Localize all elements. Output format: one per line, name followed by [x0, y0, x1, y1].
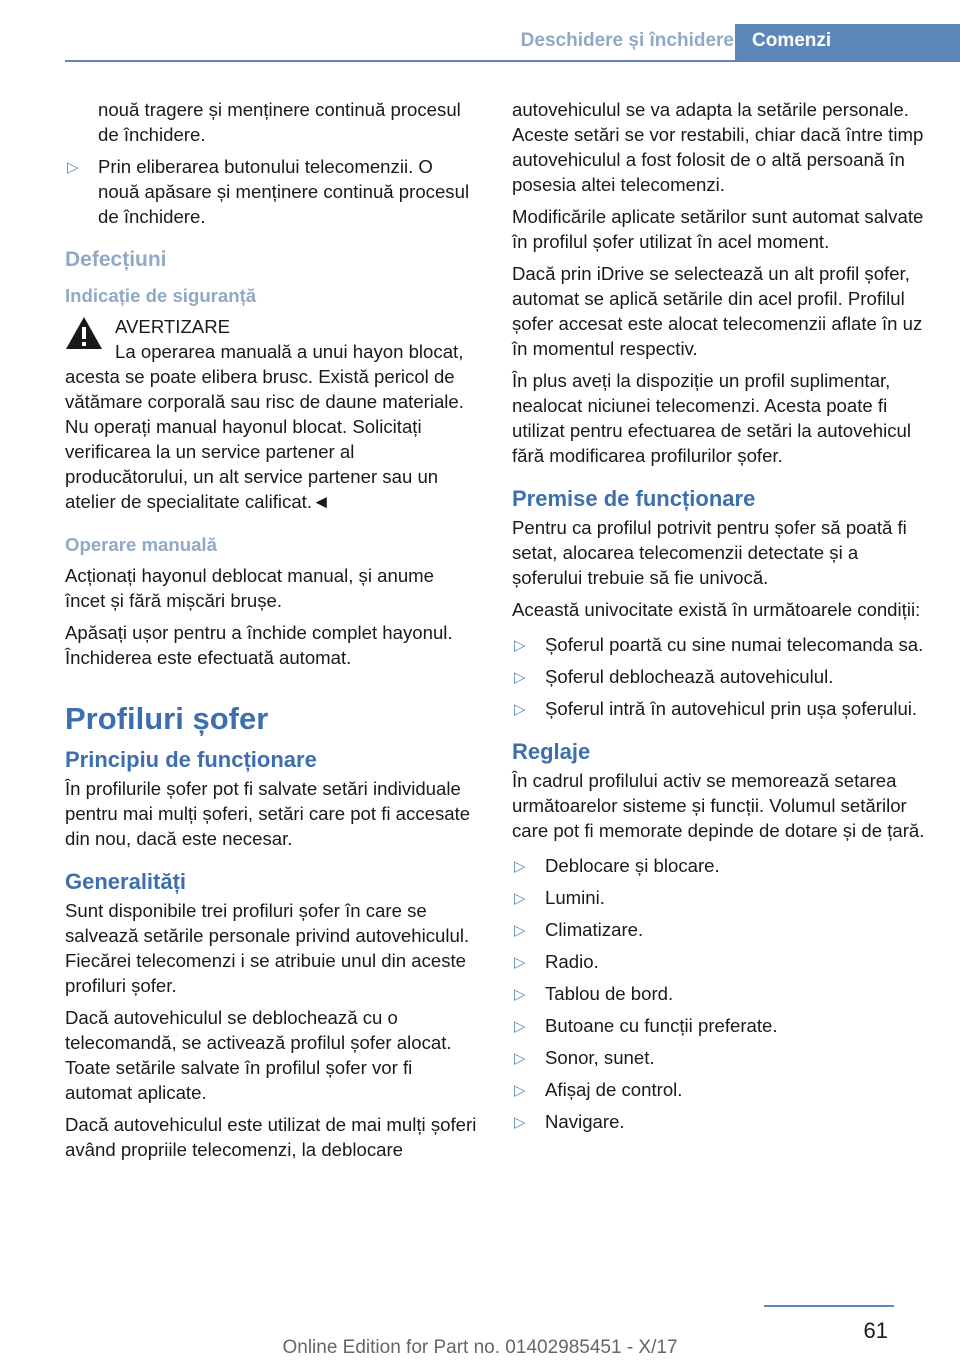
list-item — [512, 696, 926, 721]
list-item — [512, 853, 926, 878]
list-item — [512, 1045, 926, 1070]
list-item-text: Șoferul poartă cu sine numai telecomanda sa. — [545, 634, 924, 655]
generalitati-paragraph-3: Dacă autovehiculul este utilizat de mai mulți șoferi având propriile telecomenzi, la deblocare — [65, 1114, 477, 1160]
left-column — [65, 97, 479, 1169]
list-item-text: Sonor, sunet. — [545, 1047, 655, 1068]
paragraph-2: Modificările aplicate setărilor sunt automat salvate în profilul șofer utilizat în acel moment. — [512, 206, 924, 252]
generalitati-paragraph-2: Dacă autovehiculul se deblochează cu o telecomandă, se activează profilul șofer alocat. Toate setările salvate în profilul șofer vor fi automat aplicate. — [65, 1007, 452, 1103]
heading-premise: Premise de funcționare — [512, 486, 756, 511]
premise-paragraph-2: Această univocitate există în următoarele condiții: — [512, 599, 921, 620]
triangle-right-icon: ▷ — [514, 701, 526, 718]
continued-text: nouă tragere și menținere continuă procesul de închidere. — [98, 99, 461, 145]
heading-operare: Operare manuală — [65, 534, 217, 555]
list-item-text: Climatizare. — [545, 919, 644, 940]
edition-note: Online Edition for Part no. 01402985451 - X/17 — [282, 1337, 678, 1358]
triangle-right-icon: ▷ — [514, 637, 526, 654]
header-rule — [65, 60, 960, 62]
triangle-right-icon: ▷ — [514, 954, 526, 971]
triangle-right-icon: ▷ — [514, 1018, 526, 1035]
heading-reglaje: Reglaje — [512, 739, 591, 764]
list-item — [512, 981, 926, 1006]
page-number: 61 — [863, 1318, 888, 1343]
heading-indicatie: Indicație de siguranță — [65, 285, 257, 306]
reglaje-paragraph: În cadrul profilului activ se memorează setarea următoarelor sisteme și funcții. Volumul setărilor care pot fi memorate depinde de dotare și de țară. — [512, 770, 925, 841]
heading-principiu: Principiu de funcționare — [65, 747, 317, 772]
right-column — [512, 97, 926, 1141]
list-item-text: Prin eliberarea butonului telecomenzii. O nouă apăsare și menținere continuă procesul de închidere. — [98, 156, 470, 227]
bullet-list — [65, 154, 479, 229]
list-item-text: Afișaj de control. — [545, 1079, 683, 1100]
warning-triangle-icon — [65, 316, 103, 350]
heading-generalitati: Generalități — [65, 869, 187, 894]
premise-list — [512, 632, 926, 721]
list-item — [512, 1077, 926, 1102]
list-item-text: Butoane cu funcții preferate. — [545, 1015, 778, 1036]
chapter-tab: Comenzi — [735, 24, 960, 61]
list-item — [512, 1109, 926, 1134]
list-item-text: Deblocare și blocare. — [545, 855, 720, 876]
triangle-right-icon: ▷ — [514, 890, 526, 907]
generalitati-paragraph-1: Sunt disponibile trei profiluri șofer în care se salvează setările personale privind autovehiculul. Fiecărei telecomenzi i se atribuie unul din aceste profiluri șofer. — [65, 900, 470, 996]
warning-block — [65, 314, 479, 514]
warning-text: La operarea manuală a unui hayon blocat, acesta se poate elibera brusc. Există pericol de vătămare corporală sau risc de daune materiale. Nu operați manual hayonul blocat. Solicitați verificarea la un service partener al producătorului, un alt service partener sau un atelier de specialitate calificat.◄ — [65, 341, 464, 512]
triangle-right-icon: ▷ — [514, 986, 526, 1003]
operare-paragraph-1: Acționați hayonul deblocat manual, și anume încet și fără mișcări brușe. — [65, 565, 435, 611]
triangle-right-icon: ▷ — [514, 1114, 526, 1131]
list-item-text: Navigare. — [545, 1111, 625, 1132]
list-item-text: Tablou de bord. — [545, 983, 674, 1004]
triangle-right-icon: ▷ — [514, 1082, 526, 1099]
paragraph-4: În plus aveți la dispoziție un profil suplimentar, nealocat niciunei telecomenzi. Acesta poate fi utilizat pentru efectuarea de setări la autovehicul fără modificarea profilurilor șofer. — [512, 370, 911, 466]
list-item-text: Radio. — [545, 951, 599, 972]
list-item-text: Șoferul deblochează autovehiculul. — [545, 666, 834, 687]
list-item — [512, 632, 926, 657]
list-item — [65, 154, 479, 229]
paragraph-3: Dacă prin iDrive se selectează un alt profil șofer, automat se aplică setările din acel profil. Profilul șofer accesat este alocat telecomenzii aflate în uz în momentul respectiv. — [512, 263, 923, 359]
list-item — [512, 949, 926, 974]
reglaje-list — [512, 853, 926, 1134]
page-footer — [0, 1290, 960, 1362]
list-item — [512, 917, 926, 942]
list-item — [512, 664, 926, 689]
paragraph-1: autovehiculul se va adapta la setările personale. Aceste setări se vor restabili, chiar dacă între timp autovehiculul a fost folosit de o altă persoană în posesia altei telecomenzi. — [512, 99, 924, 195]
triangle-right-icon: ▷ — [67, 159, 79, 176]
page-header — [0, 0, 960, 60]
triangle-right-icon: ▷ — [514, 669, 526, 686]
triangle-right-icon: ▷ — [514, 1050, 526, 1067]
triangle-right-icon: ▷ — [514, 858, 526, 875]
premise-paragraph-1: Pentru ca profilul potrivit pentru șofer să poată fi setat, alocarea telecomenzii detectate și a șoferului trebuie să fie univocă. — [512, 517, 907, 588]
list-item — [512, 1013, 926, 1038]
operare-paragraph-2: Apăsați ușor pentru a închide complet hayonul. Închiderea este efectuată automat. — [65, 622, 453, 668]
list-item — [512, 885, 926, 910]
section-title: Deschidere și închidere — [520, 30, 734, 51]
warning-title: AVERTIZARE — [115, 316, 231, 337]
footer-rule — [764, 1305, 894, 1307]
list-item-text: Lumini. — [545, 887, 605, 908]
heading-profiluri: Profiluri șofer — [65, 701, 269, 736]
heading-defectiuni: Defecțiuni — [65, 248, 167, 271]
triangle-right-icon: ▷ — [514, 922, 526, 939]
list-item-text: Șoferul intră în autovehicul prin ușa șoferului. — [545, 698, 918, 719]
principiu-paragraph: În profilurile șofer pot fi salvate setări individuale pentru mai mulți șoferi, setări care pot fi accesate din nou, dacă este necesar. — [65, 778, 471, 849]
